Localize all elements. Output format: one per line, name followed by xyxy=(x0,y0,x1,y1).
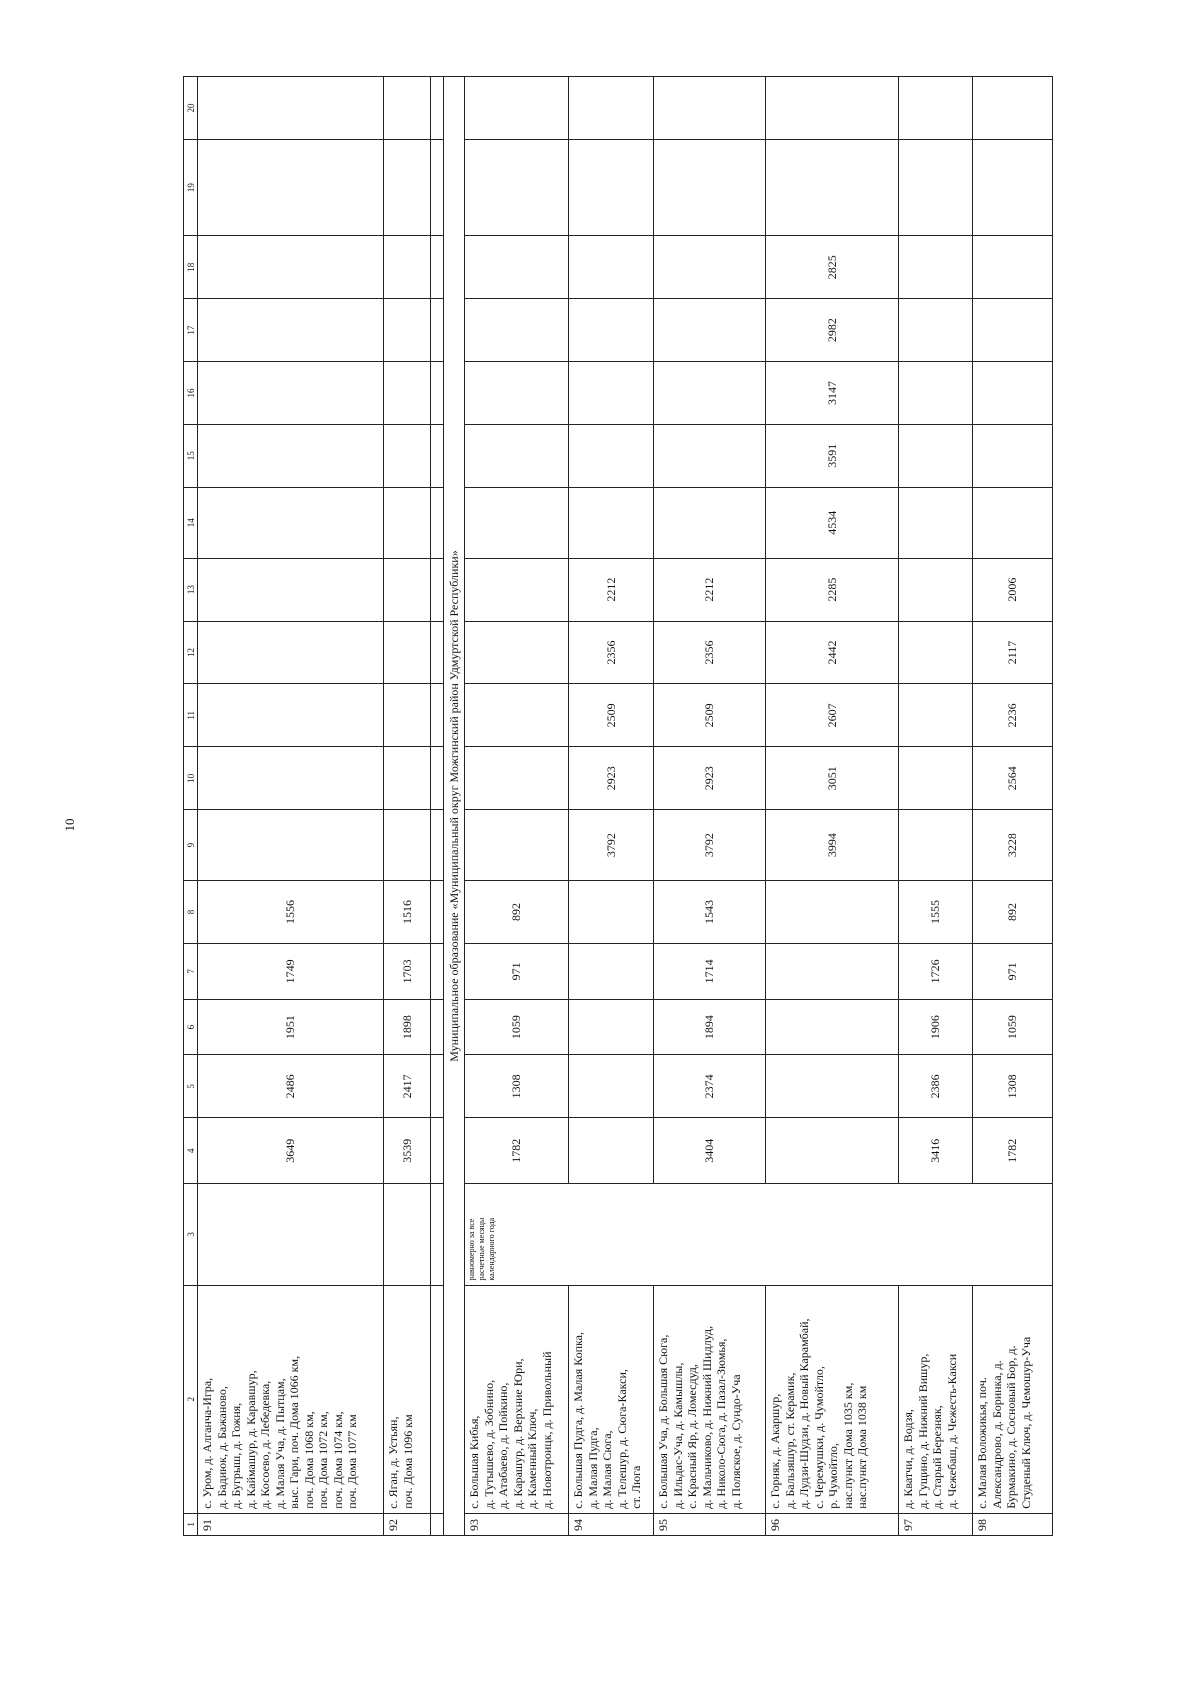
column-header: 18 xyxy=(184,236,198,299)
value-cell xyxy=(569,77,654,140)
value-cell xyxy=(384,362,431,425)
value-cell xyxy=(465,77,569,140)
value-cell xyxy=(766,1118,899,1184)
value-cell: 1703 xyxy=(384,943,431,999)
value-cell xyxy=(198,139,384,235)
value-cell: 971 xyxy=(465,943,569,999)
note-cell: равномерно за все расчетные месяцы календарного года xyxy=(465,1184,1053,1285)
value-cell xyxy=(899,810,973,881)
value-cell xyxy=(899,299,973,362)
column-header: 19 xyxy=(184,139,198,235)
value-cell xyxy=(384,299,431,362)
value-cell xyxy=(569,424,654,487)
value-cell: 2386 xyxy=(899,1055,973,1118)
row-number: 96 xyxy=(766,1513,899,1535)
section-row xyxy=(444,77,465,1536)
value-cell xyxy=(384,487,431,558)
tariff-table xyxy=(183,76,1053,1536)
tariff-table-rotated xyxy=(183,76,1086,1536)
value-cell: 3792 xyxy=(569,810,654,881)
value-cell: 3591 xyxy=(766,424,899,487)
table-row xyxy=(899,77,973,1536)
value-cell xyxy=(569,999,654,1055)
value-cell xyxy=(654,236,766,299)
value-cell: 1308 xyxy=(465,1055,569,1118)
value-cell xyxy=(198,747,384,810)
value-cell: 1906 xyxy=(899,999,973,1055)
value-cell: 2417 xyxy=(384,1055,431,1118)
value-cell: 971 xyxy=(973,943,1053,999)
value-cell xyxy=(766,1055,899,1118)
table-row xyxy=(766,77,899,1536)
value-cell: 2356 xyxy=(569,621,654,684)
value-cell: 2509 xyxy=(654,684,766,747)
value-cell: 3404 xyxy=(654,1118,766,1184)
column-header: 3 xyxy=(184,1184,198,1285)
row-number: 95 xyxy=(654,1513,766,1535)
value-cell: 1516 xyxy=(384,881,431,944)
value-cell: 2285 xyxy=(766,558,899,621)
note-cell xyxy=(384,1184,431,1285)
value-cell xyxy=(569,139,654,235)
section-title: Муниципальное образование «Муниципальный округ Можгинский район Удмуртской Республики» xyxy=(444,77,465,1536)
value-cell: 1543 xyxy=(654,881,766,944)
value-cell xyxy=(384,747,431,810)
table-row xyxy=(465,77,569,1536)
settlements-cell: с. Малая Воложикья, поч. Александрово, д. Боринка, д. Бурмакино, д. Сосновый Бор, д. Студеный Ключ, д. Чемошур-Уча xyxy=(973,1285,1053,1513)
value-cell xyxy=(899,684,973,747)
value-cell: 2006 xyxy=(973,558,1053,621)
value-cell xyxy=(766,943,899,999)
value-cell xyxy=(973,362,1053,425)
page-number: 10 xyxy=(62,818,77,832)
value-cell xyxy=(465,236,569,299)
value-cell: 3416 xyxy=(899,1118,973,1184)
settlements-cell: с. Горняк, д. Акаршур, д. Бальзяшур, ст. Керамик, д. Лудзи-Шудзи, д. Новый Карамбай, с. Черемушки, д. Чумойтло, р. Чумойтло, нас.пункт Дома 1035 км, нас.пункт Дома 1038 км xyxy=(766,1285,899,1513)
value-cell: 1726 xyxy=(899,943,973,999)
value-cell xyxy=(899,747,973,810)
column-header: 15 xyxy=(184,424,198,487)
value-cell: 1782 xyxy=(973,1118,1053,1184)
value-cell: 1308 xyxy=(973,1055,1053,1118)
value-cell xyxy=(465,558,569,621)
value-cell xyxy=(973,77,1053,140)
settlements-cell: с. Яган, д. Устьян, поч. Дома 1096 км xyxy=(384,1285,431,1513)
value-cell: 3051 xyxy=(766,747,899,810)
value-cell: 3994 xyxy=(766,810,899,881)
value-cell: 1894 xyxy=(654,999,766,1055)
value-cell: 2374 xyxy=(654,1055,766,1118)
value-cell: 2236 xyxy=(973,684,1053,747)
value-cell xyxy=(766,999,899,1055)
value-cell xyxy=(465,139,569,235)
value-cell: 1714 xyxy=(654,943,766,999)
value-cell: 2212 xyxy=(654,558,766,621)
value-cell: 4534 xyxy=(766,487,899,558)
value-cell xyxy=(465,621,569,684)
value-cell: 2442 xyxy=(766,621,899,684)
settlements-cell: с. Большая Пудга, д. Малая Копка, д. Малая Пудга, д. Малая Сюга, д. Телешур, д. Сюга-Какси, ст. Люга xyxy=(569,1285,654,1513)
value-cell: 2607 xyxy=(766,684,899,747)
value-cell: 2982 xyxy=(766,299,899,362)
value-cell: 1782 xyxy=(465,1118,569,1184)
column-header: 5 xyxy=(184,1055,198,1118)
value-cell: 3147 xyxy=(766,362,899,425)
value-cell xyxy=(973,236,1053,299)
value-cell xyxy=(973,487,1053,558)
row-number: 91 xyxy=(198,1513,384,1535)
table-row xyxy=(384,77,431,1536)
column-header: 7 xyxy=(184,943,198,999)
value-cell xyxy=(384,139,431,235)
value-cell: 1059 xyxy=(973,999,1053,1055)
column-header: 20 xyxy=(184,77,198,140)
value-cell xyxy=(384,621,431,684)
column-header: 10 xyxy=(184,747,198,810)
value-cell xyxy=(899,487,973,558)
value-cell xyxy=(198,362,384,425)
settlements-cell: с. Уром, д. Алганча-Игра, д. Бадиюк, д. Бажаново, д. Бугрыш, д. Гожня, д. Каймашур, д. Каравшур, д. Косоево, д. Лебедевка, д. Малая Уча, д. Пытцам, выс. Гари, поч. Дома 1066 км, поч. Дома 1068 км, поч. Дома 1072 км, поч. Дома 1074 км, поч. Дома 1077 км xyxy=(198,1285,384,1513)
column-header: 16 xyxy=(184,362,198,425)
column-header: 12 xyxy=(184,621,198,684)
row-number: 98 xyxy=(973,1513,1053,1535)
column-header: 13 xyxy=(184,558,198,621)
value-cell xyxy=(973,424,1053,487)
row-number: 94 xyxy=(569,1513,654,1535)
value-cell xyxy=(654,424,766,487)
column-header: 11 xyxy=(184,684,198,747)
value-cell xyxy=(198,236,384,299)
value-cell xyxy=(569,943,654,999)
column-header: 6 xyxy=(184,999,198,1055)
value-cell xyxy=(384,684,431,747)
value-cell: 2923 xyxy=(569,747,654,810)
value-cell: 2117 xyxy=(973,621,1053,684)
column-header: 17 xyxy=(184,299,198,362)
value-cell xyxy=(766,77,899,140)
table-row xyxy=(198,77,384,1536)
row-number: 93 xyxy=(465,1513,569,1535)
value-cell xyxy=(384,236,431,299)
value-cell: 1749 xyxy=(198,943,384,999)
value-cell: 3539 xyxy=(384,1118,431,1184)
value-cell xyxy=(899,558,973,621)
value-cell xyxy=(899,77,973,140)
value-cell: 1555 xyxy=(899,881,973,944)
table-row xyxy=(973,77,1053,1536)
value-cell xyxy=(899,621,973,684)
value-cell xyxy=(654,487,766,558)
value-cell xyxy=(384,810,431,881)
value-cell xyxy=(465,810,569,881)
value-cell: 2356 xyxy=(654,621,766,684)
value-cell xyxy=(198,810,384,881)
value-cell xyxy=(973,139,1053,235)
value-cell: 3649 xyxy=(198,1118,384,1184)
value-cell xyxy=(198,621,384,684)
column-header: 14 xyxy=(184,487,198,558)
value-cell: 892 xyxy=(465,881,569,944)
value-cell xyxy=(569,362,654,425)
value-cell xyxy=(465,299,569,362)
settlements-cell: с. Большая Уча, д. Большая Сюга, д. Ильдас-Уча, д. Камышлы, с. Красный Яр, д. Ломесдуд, д. Мальчиково, д. Нижний Шидлуд, д. Николо-Сюга, д. Пазал-Зюмья, д. Поляское, д. Сундо-Уча xyxy=(654,1285,766,1513)
spacer-row xyxy=(431,77,444,1536)
column-header: 4 xyxy=(184,1118,198,1184)
value-cell: 1059 xyxy=(465,999,569,1055)
value-cell xyxy=(198,299,384,362)
column-number-header xyxy=(184,77,198,1536)
value-cell xyxy=(569,487,654,558)
value-cell xyxy=(569,236,654,299)
value-cell xyxy=(384,77,431,140)
value-cell: 2825 xyxy=(766,236,899,299)
value-cell: 1951 xyxy=(198,999,384,1055)
column-header: 9 xyxy=(184,810,198,881)
value-cell xyxy=(899,139,973,235)
value-cell xyxy=(899,236,973,299)
value-cell: 1556 xyxy=(198,881,384,944)
value-cell xyxy=(384,558,431,621)
value-cell xyxy=(569,1118,654,1184)
value-cell: 892 xyxy=(973,881,1053,944)
value-cell xyxy=(654,77,766,140)
value-cell xyxy=(569,1055,654,1118)
value-cell xyxy=(654,299,766,362)
value-cell xyxy=(654,139,766,235)
value-cell: 3792 xyxy=(654,810,766,881)
value-cell: 2564 xyxy=(973,747,1053,810)
note-cell xyxy=(198,1184,384,1285)
value-cell: 3228 xyxy=(973,810,1053,881)
row-number: 97 xyxy=(899,1513,973,1535)
value-cell xyxy=(384,424,431,487)
value-cell xyxy=(465,487,569,558)
value-cell: 2212 xyxy=(569,558,654,621)
value-cell xyxy=(973,299,1053,362)
table-row xyxy=(569,77,654,1536)
column-header: 2 xyxy=(184,1285,198,1513)
settlements-cell: д. Кватчи, д. Водзя, д. Гущино, д. Нижний Вишур, д. Старый Березняк, д. Чежебаш, д. Чежесть-Какси xyxy=(899,1285,973,1513)
value-cell xyxy=(899,424,973,487)
value-cell xyxy=(465,424,569,487)
value-cell xyxy=(465,747,569,810)
value-cell: 2923 xyxy=(654,747,766,810)
value-cell xyxy=(766,881,899,944)
row-number: 92 xyxy=(384,1513,431,1535)
value-cell: 2486 xyxy=(198,1055,384,1118)
value-cell: 2509 xyxy=(569,684,654,747)
value-cell: 1898 xyxy=(384,999,431,1055)
value-cell xyxy=(198,684,384,747)
value-cell xyxy=(198,77,384,140)
table-row xyxy=(654,77,766,1536)
column-header: 8 xyxy=(184,881,198,944)
value-cell xyxy=(198,487,384,558)
settlements-cell: с. Большая Кибья, д. Тутышево, д. Зобнино, д. Атабаево, д. Пойкино, д. Карашур, д. Верхние Юри, д. Каменный Ключ, д. Новотроицк, д. Привольный xyxy=(465,1285,569,1513)
column-header: 1 xyxy=(184,1513,198,1535)
value-cell xyxy=(198,424,384,487)
value-cell xyxy=(654,362,766,425)
value-cell xyxy=(198,558,384,621)
value-cell xyxy=(766,139,899,235)
value-cell xyxy=(569,881,654,944)
value-cell xyxy=(569,299,654,362)
value-cell xyxy=(465,684,569,747)
value-cell xyxy=(465,362,569,425)
value-cell xyxy=(899,362,973,425)
